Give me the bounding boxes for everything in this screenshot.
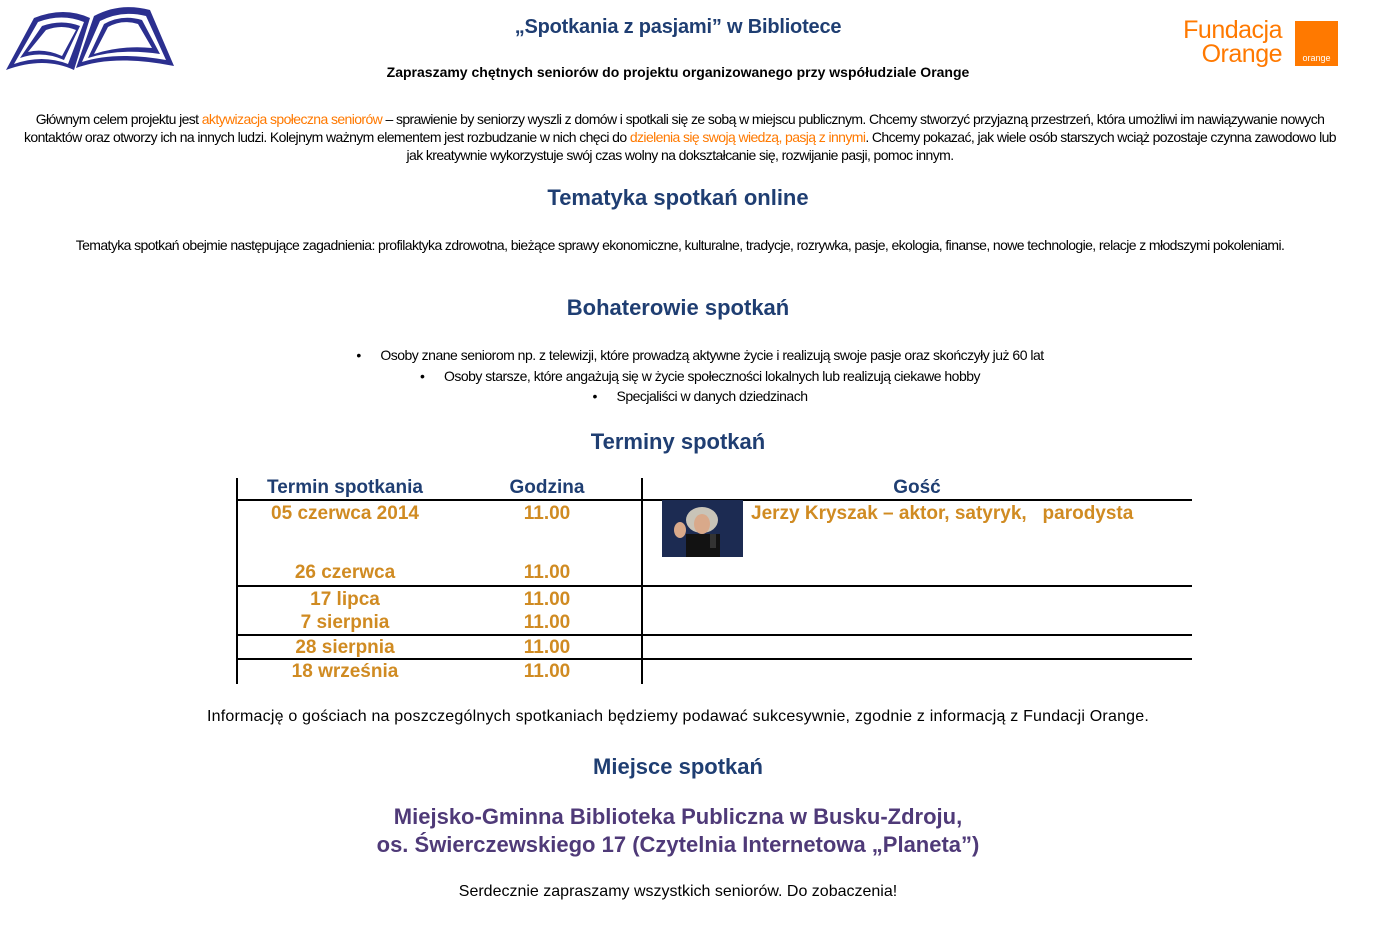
intro-text-1: Głównym celem projektu jest xyxy=(35,111,202,127)
list-item xyxy=(0,347,1400,363)
col-header-date: Termin spotkania xyxy=(267,477,423,498)
table-row-divider xyxy=(236,634,1192,636)
list-item-text: Specjaliści w danych dziedzinach xyxy=(616,388,808,404)
venue-line2: os. Świerczewskiego 17 (Czytelnia Internetowa „Planeta”) xyxy=(376,832,980,857)
row-time: 11.00 xyxy=(523,637,571,658)
row-time: 11.00 xyxy=(523,589,571,610)
intro-paragraph xyxy=(20,110,1340,164)
col-header-guest: Gość xyxy=(893,477,941,498)
bullet-icon: • xyxy=(356,347,361,363)
table-border-header xyxy=(236,499,642,501)
guest-photo xyxy=(662,500,743,557)
col-header-time: Godzina xyxy=(509,477,585,498)
list-item-text: Osoby znane seniorom np. z telewizji, które prowadzą aktywne życie i realizują swoje pasje oraz skończyły już 60 lat xyxy=(380,347,1044,363)
topics-text: Tematyka spotkań obejmie następujące zagadnienia: profilaktyka zdrowotna, bieżące sprawy ekonomiczne, kulturalne, tradycje, rozrywka, pasje, ekologia, finanse, nowe technologie, relacje z młodszymi pokoleniami. xyxy=(75,237,1285,253)
orange-logo-badge xyxy=(1295,21,1338,66)
row-date: 17 lipca xyxy=(310,589,380,610)
intro-highlight-2: dzielenia się swoją wiedzą, pasją z innymi xyxy=(629,129,866,145)
orange-badge-label: orange xyxy=(1302,53,1331,63)
guest-portrait-icon xyxy=(662,500,743,557)
row-date: 05 czerwca 2014 xyxy=(271,503,419,524)
row-date: 26 czerwca xyxy=(294,562,396,583)
bullet-icon: • xyxy=(419,368,425,384)
row-time: 11.00 xyxy=(523,661,571,682)
venue-heading: Miejsce spotkań xyxy=(593,754,763,779)
row-time: 11.00 xyxy=(523,562,571,583)
row-time: 11.00 xyxy=(523,503,571,524)
list-item xyxy=(0,368,1400,384)
intro-highlight-1: aktywizacja społeczna seniorów xyxy=(201,111,383,127)
topics-heading: Tematyka spotkań online xyxy=(547,185,809,210)
row-date: 28 sierpnia xyxy=(295,637,395,658)
sponsor-logo-text xyxy=(1162,18,1282,66)
row-guest: Jerzy Kryszak – aktor, satyryk, parodysta xyxy=(751,503,1134,524)
venue-line1: Miejsko-Gminna Biblioteka Publiczna w Busku-Zdroju, xyxy=(393,804,963,829)
list-item xyxy=(0,388,1400,404)
page-title: „Spotkania z pasjami” w Bibliotece xyxy=(514,16,842,38)
sponsor-line1: Fundacja xyxy=(1183,16,1282,44)
row-date: 18 września xyxy=(291,661,399,682)
page-subtitle: Zapraszamy chętnych seniorów do projektu organizowanego przy współudziale Orange xyxy=(386,64,970,80)
schedule-heading: Terminy spotkań xyxy=(590,429,766,454)
row-time: 11.00 xyxy=(523,612,571,633)
closing-text: Serdecznie zapraszamy wszystkich seniorów. Do zobaczenia! xyxy=(458,883,898,900)
intro-text-3: . Chcemy pokazać, jak wiele osób starszych wciąż pozostaje czynna zawodowo lub jak kreatywnie wykorzystuje swój czas wolny na dokształcanie się, rozwijanie pasji, pomoc innym. xyxy=(406,129,1336,163)
row-date: 7 sierpnia xyxy=(300,612,390,633)
schedule-note: Informację o gościach na poszczególnych spotkaniach będziemy podawać sukcesywnie, zgodnie z informacją z Fundacji Orange. xyxy=(206,708,1150,725)
heroes-heading: Bohaterowie spotkań xyxy=(566,295,790,320)
intro-text-2: – sprawienie by seniorzy wyszli z domów i spotkali się ze sobą w miejscu publicznym. Chcemy stworzyć przyjazną przestrzeń, która umożliwi im nawiązywanie nowych kontaktów oraz otworzy ich na innych ludzi. Kolejnym ważnym elementem jest rozbudzanie w nich chęci do xyxy=(23,111,1325,145)
sponsor-line2: Orange xyxy=(1201,40,1282,68)
table-row-divider xyxy=(236,585,1192,587)
table-border-middle xyxy=(641,478,643,684)
list-item-text: Osoby starsze, które angażują się w życie społeczności lokalnych lub realizują ciekawe hobby xyxy=(443,368,981,384)
bullet-icon: • xyxy=(592,388,597,404)
